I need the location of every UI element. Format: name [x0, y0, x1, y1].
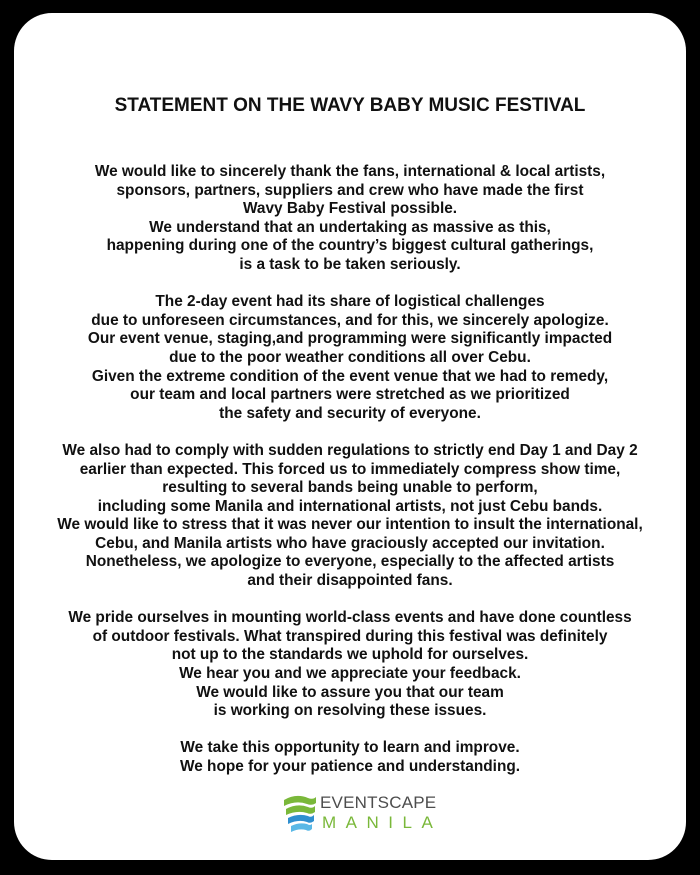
text-line: not up to the standards we uphold for ourselves. [171, 646, 529, 664]
text-line: our team and local partners were stretched as we prioritized [130, 386, 570, 404]
statement-body [14, 163, 686, 795]
text-line: The 2-day event had its share of logistical challenges [155, 293, 545, 311]
text-line: We would like to sincerely thank the fans, international & local artists, [94, 163, 606, 180]
logo-text-manila: MANILA [322, 813, 443, 832]
paragraph-1 [14, 163, 686, 275]
text-line: is a task to be taken seriously. [239, 255, 461, 273]
text-line: We take this opportunity to learn and improve. [180, 739, 520, 757]
paragraph-5 [14, 739, 686, 776]
text-line: the safety and security of everyone. [219, 404, 481, 422]
text-line: sponsors, partners, suppliers and crew who have made the first [116, 181, 584, 199]
text-line: is working on resolving these issues. [213, 702, 487, 720]
text-line: We would like to stress that it was never our intention to insult the international, [57, 516, 643, 534]
eventscape-manila-logo [282, 790, 443, 842]
paragraph-2 [14, 293, 686, 423]
paragraph-4 [14, 609, 686, 721]
text-line: due to the poor weather conditions all over Cebu. [169, 348, 531, 366]
text-line: Nonetheless, we apologize to everyone, especially to the affected artists [85, 553, 615, 571]
text-line: of outdoor festivals. What transpired during this festival was definitely [92, 627, 608, 645]
text-line: due to unforeseen circumstances, and for this, we sincerely apologize. [91, 311, 609, 329]
text-line: We hear you and we appreciate your feedback. [179, 665, 521, 683]
statement-card [14, 13, 686, 860]
statement-title: STATEMENT ON THE WAVY BABY MUSIC FESTIVAL [114, 95, 586, 116]
text-line: and their disappointed fans. [247, 572, 453, 590]
text-line: Our event venue, staging,and programming were significantly impacted [87, 330, 613, 348]
text-line: Wavy Baby Festival possible. [242, 200, 458, 218]
text-line: We also had to comply with sudden regulations to strictly end Day 1 and Day 2 [62, 441, 638, 459]
paragraph-3 [14, 442, 686, 591]
text-line: Cebu, and Manila artists who have graciously accepted our invitation. [95, 534, 605, 552]
text-line: We would like to assure you that our team [196, 683, 504, 701]
text-line: Given the extreme condition of the event venue that we had to remedy, [91, 367, 609, 385]
text-line: including some Manila and international artists, not just Cebu bands. [97, 497, 603, 515]
text-line: happening during one of the country’s biggest cultural gatherings, [106, 237, 594, 255]
eventscape-wave-logo-icon [282, 792, 318, 836]
text-line: We hope for your patience and understanding. [179, 758, 521, 775]
text-line: resulting to several bands being unable to perform, [162, 479, 538, 497]
logo-text-eventscape: EVENTSCAPE [320, 793, 437, 812]
text-line: We understand that an undertaking as massive as this, [149, 218, 551, 236]
text-line: We pride ourselves in mounting world-class events and have done countless [68, 609, 632, 627]
text-line: earlier than expected. This forced us to immediately compress show time, [79, 460, 621, 478]
